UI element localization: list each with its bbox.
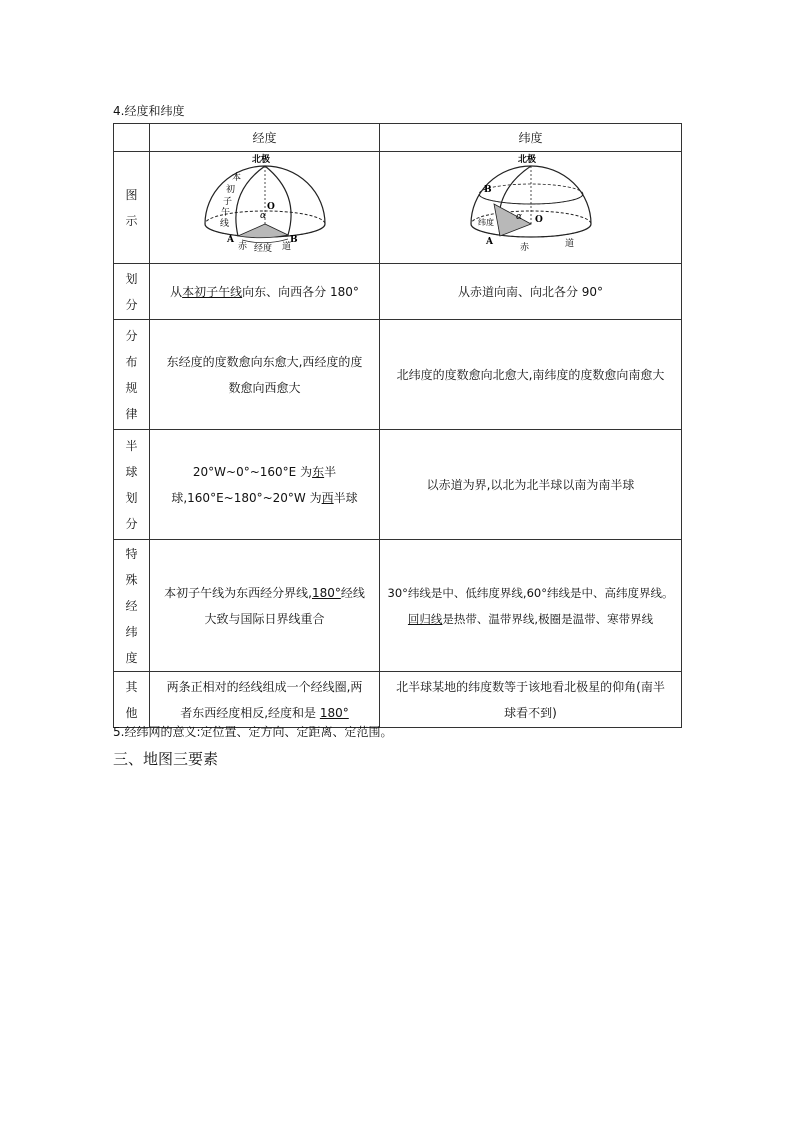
lon-arc-label: 经度 (254, 244, 273, 254)
lat-label: 纬度 (478, 218, 494, 227)
lat-division-cell: 从赤道向南、向北各分 90° (380, 264, 682, 320)
lon-equator-char: 赤 (238, 242, 248, 252)
lat-special-cell: 30°纬线是中、低纬度界线,60°纬线是中、高纬度界线。 回归线是热带、温带界线,极圈是温带、寒带界线 (380, 540, 682, 672)
row-label-other: 其 他 (114, 672, 150, 728)
lon-center-label: O (267, 202, 275, 212)
lon-distribution-cell: 东经度的度数愈向东愈大,西经度的度 数愈向西愈大 (150, 320, 380, 430)
latitude-diagram-cell (380, 152, 682, 264)
header-empty-cell (114, 124, 150, 152)
lon-equator-char: 道 (282, 242, 292, 252)
latitude-angle-sector (494, 204, 531, 236)
meridian-char: 本 (232, 173, 242, 183)
note-graticule-meaning: 5.经纬网的意义:定位置、定方向、定距离、定范围。 (113, 725, 393, 739)
lat-hemisphere-cell: 以赤道为界,以北为北半球以南为南半球 (380, 430, 682, 540)
header-longitude: 经度 (150, 124, 380, 152)
table-row-hemisphere (114, 430, 682, 540)
section-title: 4.经度和纬度 (113, 104, 185, 118)
lon-point-a: A (227, 235, 234, 245)
lon-lat-table (113, 123, 682, 728)
row-label-special: 特 殊 经 纬 度 (114, 540, 150, 672)
meridian-char: 线 (220, 219, 230, 229)
latitude-hemisphere-diagram (380, 152, 682, 254)
meridian-char: 午 (221, 208, 231, 218)
lat-point-a: A (486, 237, 493, 247)
row-label-diagram: 图 示 (114, 152, 150, 264)
longitude-angle-sector (238, 224, 288, 238)
table-row-other (114, 672, 682, 728)
lon-hemisphere-cell: 20°W~0°~160°E 为东半 球,160°E~180°~20°W 为西半球 (150, 430, 380, 540)
header-latitude: 纬度 (380, 124, 682, 152)
lat-point-b: B (484, 185, 492, 195)
table-row-special (114, 540, 682, 672)
lat-angle-label: α (516, 212, 523, 222)
lon-division-cell: 从本初子午线向东、向西各分 180° (150, 264, 380, 320)
lon-point-b: B (290, 235, 298, 245)
lon-north-pole-label: 北极 (252, 155, 271, 165)
row-label-distribution: 分 布 规 律 (114, 320, 150, 430)
row-label-division: 划 分 (114, 264, 150, 320)
lon-other-cell: 两条正相对的经线组成一个经线圈,两 者东西经度相反,经度和是 180° (150, 672, 380, 728)
lat-north-pole-label: 北极 (518, 155, 537, 165)
lat-other-cell: 北半球某地的纬度数等于该地看北极星的仰角(南半 球看不到) (380, 672, 682, 728)
meridian-char: 子 (223, 197, 233, 207)
meridian-char: 初 (226, 185, 236, 195)
longitude-diagram-cell (150, 152, 380, 264)
table-header-row (114, 124, 682, 152)
lat-equator-char: 赤 (520, 243, 530, 253)
lat-distribution-cell: 北纬度的度数愈向北愈大,南纬度的度数愈向南愈大 (380, 320, 682, 430)
section-heading-map-elements: 三、地图三要素 (113, 750, 219, 768)
table-row-distribution (114, 320, 682, 430)
lat-center-label: O (535, 215, 543, 225)
lat-equator-char: 道 (565, 239, 575, 249)
row-label-hemisphere: 半 球 划 分 (114, 430, 150, 540)
lon-special-cell: 本初子午线为东西经分界线,180°经线 大致与国际日界线重合 (150, 540, 380, 672)
longitude-hemisphere-diagram (150, 152, 380, 254)
table-row-division (114, 264, 682, 320)
lon-angle-label: α (260, 211, 267, 221)
table-row-diagram (114, 152, 682, 264)
